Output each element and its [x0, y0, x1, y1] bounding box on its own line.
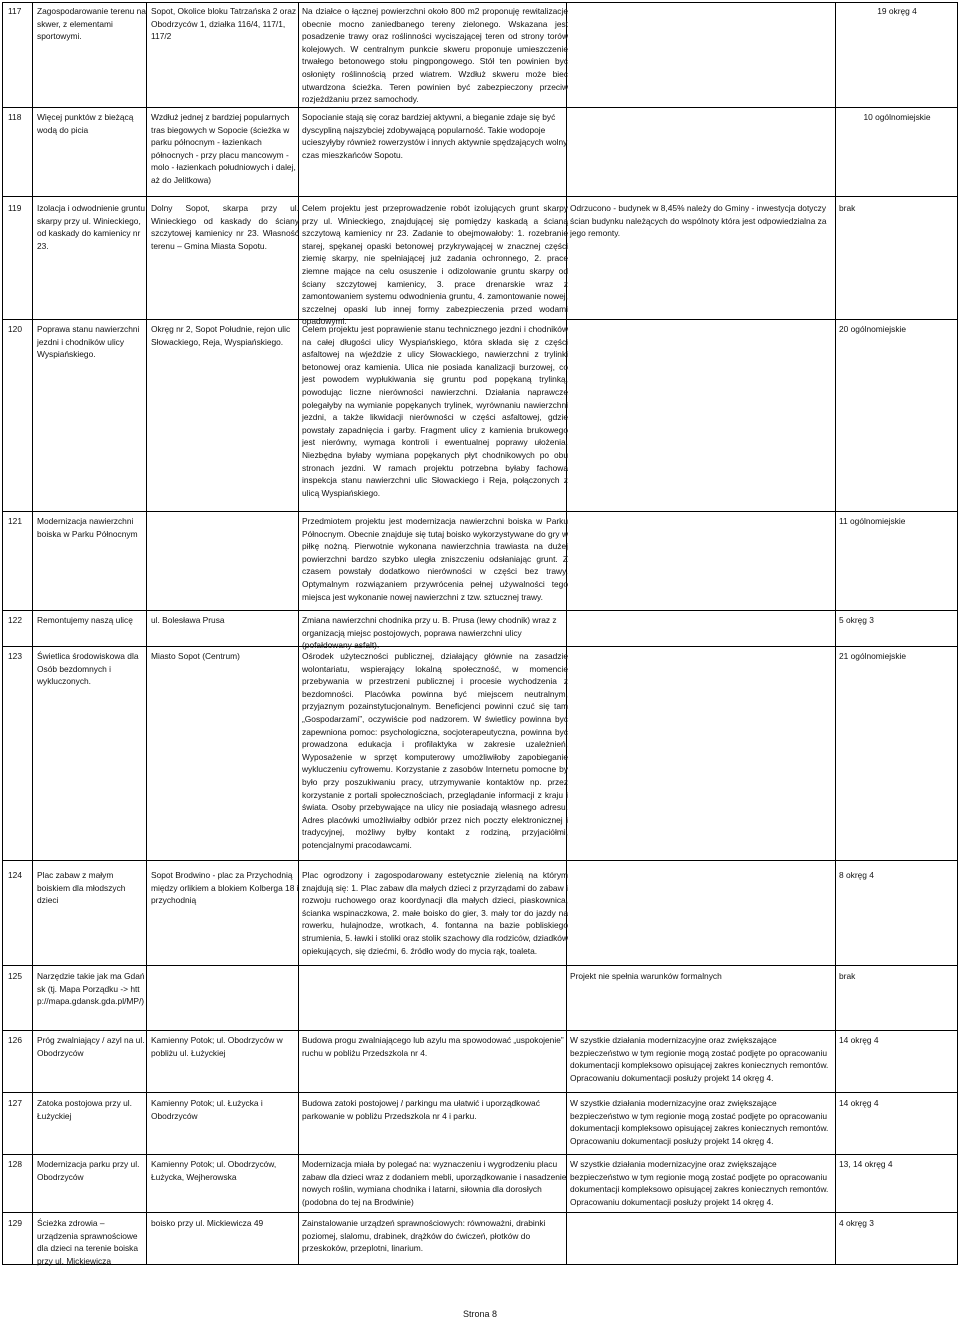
verification-result: W szystkie działania modernizacyjne oraz zwiększające bezpieczeństwo w tym regionie mogą zostać podjęte po opracowaniu dokumentacji kompleksowo opisującej zakres koniecznych remontów. Opracowaniu dokumentacji posłuży projekt 14 okręg 4. — [570, 1035, 829, 1083]
row-number: 118 — [8, 112, 22, 122]
project-description: Na działce o łącznej powierzchni około 800 m2 proponuję rewitalizacje obecnie mocno zaniedbanego tereny zielonego. Wskazana jest posadzenie trawy oraz roślinności wyciszającej teren od strony torów kolejowych. W centralnym punkcie skweru proponuje umieszczenie trwałego betonowego stołu pingpongowego. Stół ten powinien być osłonięty roślinnością przed wiatrem. Wzdłuż skweru może biec utwardzona ścieżka. Teren powinien być zabezpieczony przeciw rozjeżdżaniu przez samochody. — [302, 6, 568, 105]
project-name: Poprawa stanu nawierzchni jezdni i chodników ulicy Wyspiańskiego. — [37, 324, 140, 360]
project-description: Przedmiotem projektu jest modernizacja nawierzchni boiska w Parku Północnym. Obecnie znajduje się tutaj boisko wykorzystywane do gry w piłkę nożną. Pierwotnie wykonana nawierzchnia trawiasta na dużej powierzchni bardzo szybko uległa zniszczeniu odsłaniając grunt. Z czasem powstały dodatkowo nierówności w części bez trawy. Optymalnym rozwiązaniem przywrócenia pełnej używalności tego miejsca jest wykonanie nowej nawierzchni z tzw. sztucznej trawy. — [302, 516, 568, 602]
row-number: 121 — [8, 516, 22, 526]
column-divider — [957, 3, 958, 1265]
project-name: Modernizacja parku przy ul. Obodrzyców — [37, 1159, 140, 1182]
project-location: Dolny Sopot, skarpa przy ul. Winieckiego od kaskady do ściany szczytowej kamienicy nr 23. Własność terenu – Gmina Miasta Sopotu. — [151, 203, 299, 251]
project-name: Zatoka postojowa przy ul. Łużyckiej — [37, 1098, 132, 1121]
row-number: 123 — [8, 651, 22, 661]
district-assignment: 10 ogólnomiejskie — [863, 112, 931, 122]
row-number: 125 — [8, 971, 22, 981]
verification-result: W szystkie działania modernizacyjne oraz zwiększające bezpieczeństwo w tym regionie mogą zostać podjęte po opracowaniu dokumentacji kompleksowo opisującej zakres koniecznych remontów. Opracowaniu dokumentacji posłuży projekt 14 okręg 4. — [570, 1098, 829, 1146]
row-divider — [3, 646, 958, 647]
project-location: ul. Bolesława Prusa — [151, 615, 225, 625]
project-name: Modernizacja nawierzchni boiska w Parku Północnym — [37, 516, 138, 539]
district-assignment: 14 okręg 4 — [839, 1035, 879, 1045]
projects-table — [2, 2, 958, 1265]
project-description: Modernizacja miała by polegać na: wyznaczeniu i wygrodzeniu placu zabaw dla dzieci wraz z dodaniem mebli, uporządkowanie i nasadzenie nowych roślin, wymiana chodnika i latarni, siłownia dla dorosłych (podobna do tej na Brodwinie) — [302, 1159, 567, 1207]
row-number: 129 — [8, 1218, 22, 1228]
row-number: 124 — [8, 870, 22, 880]
project-location: Kamienny Potok; ul. Obodrzyców w pobliżu ul. Łużyckiej — [151, 1035, 283, 1058]
row-divider — [3, 860, 958, 861]
district-assignment: 5 okręg 3 — [839, 615, 874, 625]
page-number: Strona 8 — [462, 1309, 498, 1319]
row-number: 120 — [8, 324, 22, 334]
row-divider — [3, 1212, 958, 1213]
project-location: Kamienny Potok; ul. Obodrzyców, Łużycka, Wejherowska — [151, 1159, 277, 1182]
row-number: 117 — [8, 6, 22, 16]
project-name: Świetlica środowiskowa dla Osób bezdomnych i wykluczonych. — [37, 651, 139, 687]
row-divider — [3, 610, 958, 611]
project-name: Narzędzie takie jak ma Gdańsk (tj. Mapa Porządku -> http://mapa.gdansk.gda.pl/MP/) — [37, 971, 145, 1007]
verification-result: W szystkie działania modernizacyjne oraz zwiększające bezpieczeństwo w tym regionie mogą zostać podjęte po opracowaniu dokumentacji kompleksowo opisującej zakres koniecznych remontów. Opracowaniu dokumentacji posłuży projekt 14 okręg 4. — [570, 1159, 829, 1207]
row-divider — [3, 1092, 958, 1093]
district-assignment: 19 okręg 4 — [877, 6, 917, 16]
project-description: Celem projektu jest przeprowadzenie robót izolujących grunt skarpy przy ul. Winieckiego, znajdującej się pomiędzy kaskadą a ścianą szczytową kamienicy nr 23. Zadanie to obejmowałoby: 1. rozebranie starej, spękanej opaski betonowej przykrywającej w znacznej części ziemię skarpy, nie spełniającej już zadania ochronnego, 2. prace ziemne mające na celu osuszenie i odizolowanie gruntu skarpy od ściany szczytowej kamienicy, 3. prace drenarskie wraz z zamontowaniem systemu odwodnienia gruntu, 4. zamontowanie nowej, szczelnej opaski lub innej formy zabezpieczenia przed wodami opadowymi. — [302, 203, 568, 327]
row-divider — [3, 196, 958, 197]
district-assignment: brak — [839, 971, 856, 981]
project-location: Okręg nr 2, Sopot Południe, rejon ulic Słowackiego, Reja, Wyspiańskiego. — [151, 324, 291, 347]
project-location: Miasto Sopot (Centrum) — [151, 651, 240, 661]
district-assignment: 4 okręg 3 — [839, 1218, 874, 1228]
project-location: boisko przy ul. Mickiewicza 49 — [151, 1218, 264, 1228]
project-description: Sopocianie stają się coraz bardziej aktywni, a bieganie zdaje się być dyscypliną najszybciej zdobywającą popularność. Takie wodopoje ucieszyłyby również rowerzystów i innych aktywnie spędzających wolny czas mieszkańców Sopotu. — [302, 112, 568, 160]
row-number: 122 — [8, 615, 22, 625]
verification-result: Odrzucono - budynek w 8,45% należy do Gminy - inwestycja dotyczy ścian budynku należących do wspólnoty która jest odpowiedzialna za jego remonty. — [570, 203, 827, 239]
project-location: Kamienny Potok; ul. Łużycka i Obodrzyców — [151, 1098, 263, 1121]
project-description: Budowa zatoki postojowej / parkingu ma ułatwić i uporządkować parkowanie w pobliżu Przedszkola nr 4 i parku. — [302, 1098, 540, 1121]
project-location: Wzdłuż jednej z bardziej popularnych tras biegowych w Sopocie (ścieżka w parku północnym - łazienkach północnych - przy placu mancowym - molo - łazienkach południowych i dalej, aż do Jelitkowa) — [151, 112, 296, 185]
project-description: Ośrodek użyteczności publicznej, działający głównie na zasadzie wolontariatu, wspierający lokalną społeczność, w momencie przebywania w przestrzeni publicznej i procesie wychodzenia z bezdomności. Placówka powinna być miejscem neutralnym, przyjaznym pozainstytucjonalnym. Beneficjenci powinni czuć się tam „Gospodarzami”, oczywiście pod nadzorem. W świetlicy powinna być zapewniona pomoc: psychologiczna, socjoterapeutyczna, powinna być prowadzona edukacja i profilaktyka w zakresie uzależnień. Wyposażenie w sprzęt komputerowy umożliwiłoby zapobieganie wykluczeniu cyfrowemu. Korzystanie z zasobów Internetu pomocne by było przy poszukiwaniu pracy, utrzymywanie kontaktów np. przez korzystanie z portali społecznościach, przeglądanie informacji z kraju i świata. Osoby przebywające na ulicy nie posiadają własnego adresu. Adres placówki umożliwiałby odbiór przez nich poczty elektronicznej i tradycyjnej, możliwy byłby kontakt z rodziną, przyjaciółmi, potencjalnymi pracodawcami. — [302, 651, 568, 850]
district-assignment: 11 ogólnomiejskie — [839, 516, 906, 526]
project-name: Izolacja i odwodnienie gruntu skarpy przy ul. Winieckiego, od kaskady do kamienicy nr 23. — [37, 203, 146, 251]
row-divider — [3, 511, 958, 512]
project-name: Zagospodarowanie terenu na skwer, z elementami sportowymi. — [37, 6, 146, 42]
row-divider — [3, 1264, 958, 1265]
project-description: Plac ogrodzony i zagospodarowany estetycznie zielenią na którym znajdują się: 1. Plac zabaw dla małych dzieci z przyrządami do zabaw i rozwoju ruchowego oraz koordynacji dla małych dzieci, piaskownica, ścianka wspinaczkowa, 2. małe boisko do gier, 3. mały tor do jazdy na rowerku, hulajnodze, wrotkach, 4. fontanna na bazie pobliskiego strumienia, 5. ławki i stoliki oraz stolik szachowy dla rodziców, dziadków opiekujących, się dziećmi, 6. źródło wody do mycia rąk, toaleta. — [302, 870, 568, 956]
column-divider — [298, 3, 299, 1265]
row-divider — [3, 107, 958, 108]
project-name: Ścieżka zdrowia – urządzenia sprawnościowe dla dzieci na terenie boiska przy ul. Mickiewicza — [37, 1218, 139, 1266]
row-number: 119 — [8, 203, 22, 213]
district-assignment: 14 okręg 4 — [839, 1098, 879, 1108]
project-location: Sopot, Okolice bloku Tatrzańska 2 oraz Obodrzyców 1, działka 116/4, 117/1, 117/2 — [151, 6, 297, 42]
row-number: 126 — [8, 1035, 22, 1045]
project-description: Celem projektu jest poprawienie stanu technicznego jezdni i chodników na całej długości ulicy Wyspiańskiego, która składa się z części asfaltowej na wjeździe z ulicy Słowackiego, nawierzchni z trylinki betonowej oraz kamienia. Ulica nie posiada kanalizacji burzowej, co jest powodem wypłukiwania się gruntu pod popękaną trylinką, powodując liczne nierówności nawierzchni. Działania naprawcze polegałyby na wymianie popękanych trylinek, wyrównaniu nawierzchni jezdni, a także likwidacji nierówności w części asfaltowej, gdzie powstały zapadnięcia i garby. Fragment ulicy z kamienia brukowego jest nierówny, wymaga kontroli i ewentualnej poprawy ułożenia. Niezbędna byłaby wymiana popękanych płyt chodnikowych po obu stronach jezdni. W ramach projektu potrzebna byłaby fachowa inspekcja stanu nawierzchni ulic Słowackiego i Reja, połączonych z ulicą Wyspiańskiego. — [302, 324, 568, 498]
project-description: Zmiana nawierzchni chodnika przy u. B. Prusa (lewy chodnik) wraz z organizacją miejsc postojowych, poprawa nawierzchni ulicy (pofałdowany asfalt). — [302, 615, 557, 651]
row-number: 128 — [8, 1159, 22, 1169]
row-divider — [3, 1154, 958, 1155]
project-description: Zainstalowanie urządzeń sprawnościowych: równoważni, drabinki poziomej, slalomu, drabinek, drążków do ćwiczeń, płotków do przeskoków, przeplotni, linarium. — [302, 1218, 546, 1254]
row-number: 127 — [8, 1098, 22, 1108]
column-divider — [146, 3, 147, 1265]
project-location: Sopot Brodwino - plac za Przychodnią między orlikiem a blokiem Kolberga 18 i przychodnią — [151, 870, 299, 906]
row-divider — [3, 1030, 958, 1031]
column-divider — [32, 3, 33, 1265]
project-description: Budowa progu zwalniającego lub azylu ma spowodować „uspokojenie” ruchu w pobliżu Przedszkola nr 4. — [302, 1035, 564, 1058]
district-assignment: brak — [839, 203, 856, 213]
district-assignment: 21 ogólnomiejskie — [839, 651, 907, 661]
row-divider — [3, 965, 958, 966]
row-divider — [3, 319, 958, 320]
project-name: Więcej punktów z bieżącą wodą do picia — [37, 112, 134, 135]
district-assignment: 20 ogólnomiejskie — [839, 324, 907, 334]
project-name: Próg zwalniający / azyl na ul. Obodrzyców — [37, 1035, 145, 1058]
project-name: Remontujemy naszą ulicę — [37, 615, 133, 625]
district-assignment: 13, 14 okręg 4 — [839, 1159, 893, 1169]
verification-result: Projekt nie spełnia warunków formalnych — [570, 971, 722, 981]
project-name: Plac zabaw z małym boiskiem dla młodszych dzieci — [37, 870, 126, 906]
district-assignment: 8 okręg 4 — [839, 870, 874, 880]
